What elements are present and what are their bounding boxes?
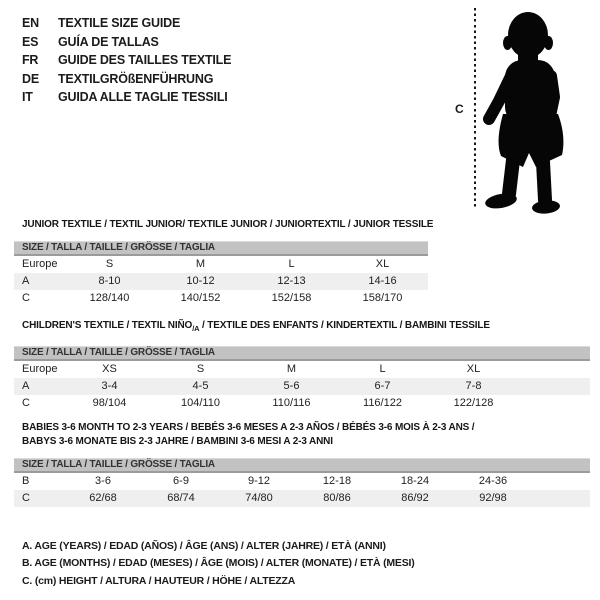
age-cell: 6-9: [173, 475, 189, 487]
age-cell: 24-36: [478, 475, 508, 487]
age-cell: 12-18: [322, 475, 352, 487]
size-cell: S: [196, 363, 205, 375]
height-cell: 74/80: [245, 492, 273, 504]
size-cell: L: [288, 258, 295, 270]
height-cell: 92/98: [479, 492, 507, 504]
language-row-es: [22, 33, 231, 52]
children-size-header-bar: SIZE / TALLA / TAILLE / GRÖSSE / TAGLIA: [14, 346, 590, 361]
toddler-silhouette-icon: [479, 4, 600, 215]
junior-size-table: [14, 219, 434, 307]
row-label: C: [22, 397, 30, 409]
language-code: EN: [22, 16, 39, 31]
row-label: A: [22, 380, 30, 392]
size-cell: L: [379, 363, 386, 375]
size-cell: XL: [375, 258, 390, 270]
babies-title-line2: BABYS 3-6 MONATE BIS 2-3 JAHRE / BAMBINI 3-6 MESI A 2-3 ANNI: [22, 436, 333, 447]
language-code: FR: [22, 53, 39, 68]
row-label: Europe: [22, 258, 58, 270]
language-code: IT: [22, 90, 33, 105]
language-row-de: [22, 70, 231, 89]
height-cell: 140/152: [180, 292, 221, 304]
height-cell: 128/140: [89, 292, 130, 304]
height-cell: 62/68: [89, 492, 117, 504]
children-title-text: CHILDREN'S TEXTILE / TEXTIL NIÑO: [22, 320, 193, 331]
language-row-it: [22, 88, 231, 107]
guide-title-de: TEXTILGRÖßENFÜHRUNG: [58, 71, 214, 86]
height-cell: 110/116: [272, 397, 311, 409]
children-title-text: / TEXTILE DES ENFANTS / KINDERTEXTIL / BAMBINI TESSILE: [199, 320, 490, 331]
children-title-subscript: /A: [192, 324, 200, 333]
height-dashed-line: [474, 8, 476, 207]
age-cell: 6-7: [374, 380, 391, 392]
age-cell: 9-12: [247, 475, 271, 487]
language-code: ES: [22, 34, 39, 49]
size-cell: XS: [102, 363, 117, 375]
children-table-title: [14, 320, 590, 335]
age-cell: 10-12: [186, 275, 215, 287]
row-label: B: [22, 475, 30, 487]
size-cell: S: [105, 258, 114, 270]
footnote-height: C. (cm) HEIGHT / ALTURA / HAUTEUR / HÖHE / ALTEZZA: [22, 574, 296, 587]
row-label: Europe: [22, 363, 58, 375]
babies-row-age: [14, 473, 590, 490]
babies-size-table: [14, 421, 590, 507]
row-label: A: [22, 275, 30, 287]
height-cell: 68/74: [167, 492, 195, 504]
age-cell: 7-8: [465, 380, 482, 392]
junior-row-height: [14, 290, 428, 307]
height-cell: 104/110: [181, 397, 220, 409]
age-cell: 3-4: [101, 380, 118, 392]
guide-title-it: GUIDA ALLE TAGLIE TESSILI: [58, 90, 228, 105]
age-cell: 12-13: [277, 275, 306, 287]
height-cell: 122/128: [453, 397, 494, 409]
row-label: C: [22, 492, 30, 504]
age-cell: 4-5: [192, 380, 209, 392]
size-cell: M: [195, 258, 206, 270]
age-cell: 5-6: [283, 380, 300, 392]
footnote-age-years: A. AGE (YEARS) / EDAD (AÑOS) / ÂGE (ANS) / ALTER (JAHRE) / ETÀ (ANNI): [22, 540, 386, 552]
height-cell: 158/170: [362, 292, 403, 304]
height-cell: 86/92: [401, 492, 429, 504]
junior-row-europe: [14, 256, 428, 273]
guide-title-fr: GUIDE DES TAILLES TEXTILE: [58, 53, 232, 68]
size-cell: XL: [466, 363, 481, 375]
babies-row-height: [14, 490, 590, 507]
row-label: C: [22, 292, 30, 304]
size-cell: M: [286, 363, 297, 375]
height-cell: 152/158: [271, 292, 312, 304]
height-cell: 80/86: [323, 492, 351, 504]
junior-table-title: JUNIOR TEXTILE / TEXTIL JUNIOR/ TEXTILE JUNIOR / JUNIORTEXTIL / JUNIOR TESSILE: [22, 219, 434, 230]
age-cell: 14-16: [368, 275, 397, 287]
language-code: DE: [22, 71, 39, 86]
height-cell: 98/104: [92, 397, 127, 409]
guide-title-en: TEXTILE SIZE GUIDE: [58, 16, 181, 31]
age-cell: 18-24: [400, 475, 430, 487]
babies-size-header-bar: SIZE / TALLA / TAILLE / GRÖSSE / TAGLIA: [14, 458, 590, 473]
height-measure-label: C: [455, 102, 464, 116]
children-row-age: [14, 378, 590, 395]
children-row-height: [14, 395, 590, 412]
children-row-europe: [14, 361, 590, 378]
babies-title-line1: BABIES 3-6 MONTH TO 2-3 YEARS / BEBÉS 3-6 MESES A 2-3 AÑOS / BÉBÉS 3-6 MOIS À 2-3 ANS /: [22, 422, 475, 433]
legend-footnotes: [22, 538, 415, 590]
children-size-table: [14, 320, 590, 412]
guide-title-es: GUÍA DE TALLAS: [58, 34, 159, 49]
footnote-age-months: B. AGE (MONTHS) / EDAD (MESES) / ÂGE (MOIS) / ALTER (MONATE) / ETÀ (MESI): [22, 557, 415, 570]
language-row-fr: [22, 51, 231, 70]
height-cell: 116/122: [363, 397, 402, 409]
age-cell: 8-10: [98, 275, 121, 287]
language-row-en: [22, 14, 231, 33]
age-cell: 3-6: [95, 475, 111, 487]
language-header: [22, 14, 231, 107]
babies-table-title: [14, 421, 590, 449]
junior-row-age: [14, 273, 428, 290]
junior-size-header-bar: SIZE / TALLA / TAILLE / GRÖSSE / TAGLIA: [14, 241, 428, 256]
